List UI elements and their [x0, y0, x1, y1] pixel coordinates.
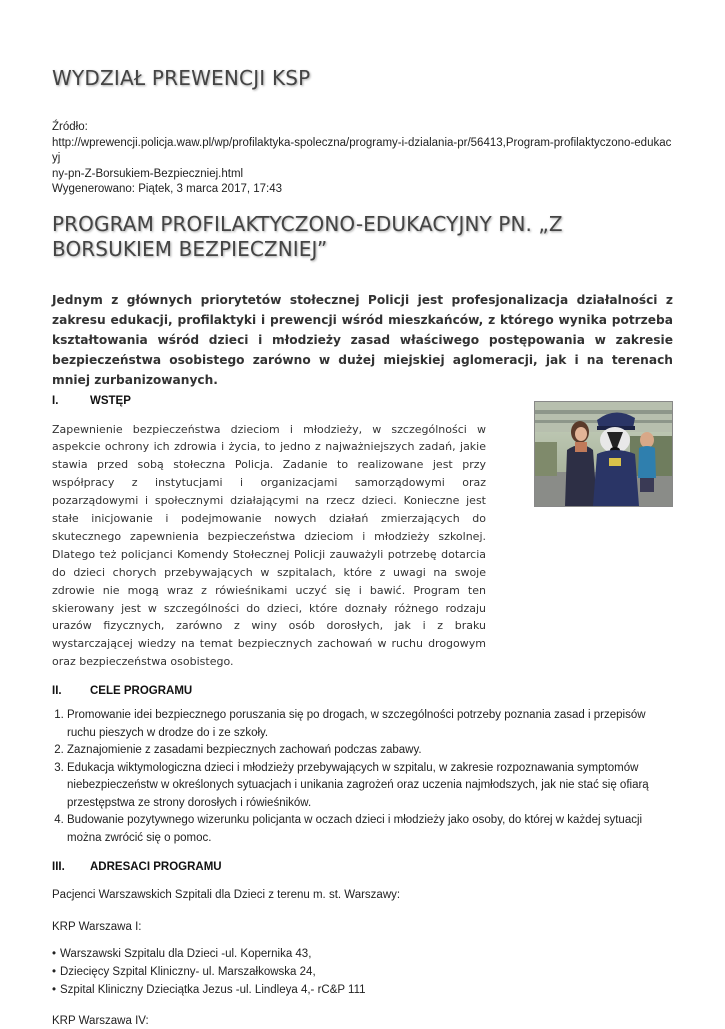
- site-title: WYDZIAŁ PREWENCJI KSP: [52, 66, 311, 90]
- photo-mascot-image: [534, 401, 673, 507]
- lead-paragraph: Jednym z głównych priorytetów stołecznej Policji jest profesjonalizacja działalności z zakresu edukacji, profilaktyki i prewencji wśród mieszkańców, z którego wynika potrzeba kształtowania wśród dzieci i młodzieży zasad właściwego postępowania w zakresie bezpieczeństwa osobistego zarówno w dużej miejskiej aglomeracji, jak i na terenach mniej zurbanizowanych.: [52, 292, 673, 388]
- intro-paragraph: Zapewnienie bezpieczeństwa dzieciom i młodzieży, w szczególności w aspekcie ochrony ich zdrowia i życia, to jedno z najważniejszych zadań, jakie stawia przed sobą stołeczna Policja. Zadanie to realizowane jest przy współpracy z instytucjami i organizacjami samorządowymi oraz pozarządowymi i społecznymi działającymi na rzecz dzieci. Konieczne jest stałe inicjowanie i podejmowanie nowych działań zmierzających do skutecznego zapewnienia bezpieczeństwa dzieciom i młodzieży szkolnej. Dlatego też policjanci Komendy Stołecznej Policji zauważyli potrzebę dotarcia do dzieci chorych przebywających w szpitalach, które z uwagi na swoje zdrowie nie mogą wraz z rówieśnikami uczyć się i bawić. Program ten skierowany jest w szczególności do dzieci, które doznały różnego rodzaju urazów fizycznych, zarówno z winy osób dorosłych, jak i z braku wystarczającej wiedzy na temat bezpiecznych zachowań w ruchu drogowym oraz bezpieczeństwa osobistego.: [52, 422, 486, 669]
- section-title: ADRESACI PROGRAMU: [90, 861, 222, 874]
- section-title: WSTĘP: [90, 394, 131, 407]
- source-url-line-1[interactable]: http://wprewencji.policja.waw.pl/wp/profilaktyka-spoleczna/programy-i-dzialania-pr/56413,Program-profilaktyczono-edukacyj: [52, 136, 672, 164]
- section-number: II.: [52, 685, 62, 698]
- photo-police-mascot-icon: [535, 402, 672, 506]
- list-item: 2. Zaznajomienie z zasadami bezpiecznych zachowań podczas zabawy.: [67, 742, 673, 760]
- source-url-line-2[interactable]: ny-pn-Z-Borsukiem-Bezpieczniej.html: [52, 167, 244, 180]
- generated-timestamp: Wygenerowano: Piątek, 3 marca 2017, 17:43: [52, 183, 283, 195]
- list-item: • Szpital Kliniczny Dzieciątka Jezus -ul. Lindleya 4,- rC&P 111: [52, 981, 673, 999]
- intro-section: [52, 395, 673, 672]
- list-item: • Dziecięcy Szpital Kliniczny- ul. Marszałkowska 24,: [52, 963, 673, 981]
- section-heading-recipients: [52, 861, 673, 873]
- section-number: I.: [52, 394, 59, 407]
- list-item: • Warszawski Szpitalu dla Dzieci -ul. Kopernika 43,: [52, 945, 673, 963]
- section-number: III.: [52, 861, 65, 874]
- list-item: 3. Edukacja wiktymologiczna dzieci i młodzieży przebywających w szpitalu, w zakresie rozpoznawania symptomów niebezpieczeństw w określonych sytuacjach i unikania zagrożeń oraz uczenia najmłodszych, jak nie stać się ofiarą przestępstwa ze strony dorosłych i rówieśników.: [67, 760, 673, 813]
- goals-list: [52, 707, 673, 847]
- krp-1-label: KRP Warszawa I:: [52, 921, 142, 934]
- recipients-intro: Pacjenci Warszawskich Szpitali dla Dzieci z terenu m. st. Warszawy:: [52, 889, 401, 902]
- krp-4-label: KRP Warszawa IV:: [52, 1015, 149, 1028]
- section-heading-goals: [52, 685, 673, 697]
- source-label: Źródło:: [52, 121, 88, 133]
- document-title: PROGRAM PROFILAKTYCZONO-EDUKACYJNY PN. „Z BORSUKIEM BEZPIECZNIEJ”: [52, 211, 563, 261]
- section-title: CELE PROGRAMU: [90, 685, 193, 698]
- source-meta: [52, 120, 673, 198]
- krp-1-list: [52, 945, 673, 999]
- list-item: 1. Promowanie idei bezpiecznego poruszania się po drogach, w szczególności potrzeby poznania zasad i przepisów ruchu pieszych w drodze do i ze szkoły.: [67, 707, 673, 742]
- list-item: 4. Budowanie pozytywnego wizerunku policjanta w oczach dzieci i młodzieży jako osoby, do której w każdej sytuacji można zwrócić się o pomoc.: [67, 812, 673, 847]
